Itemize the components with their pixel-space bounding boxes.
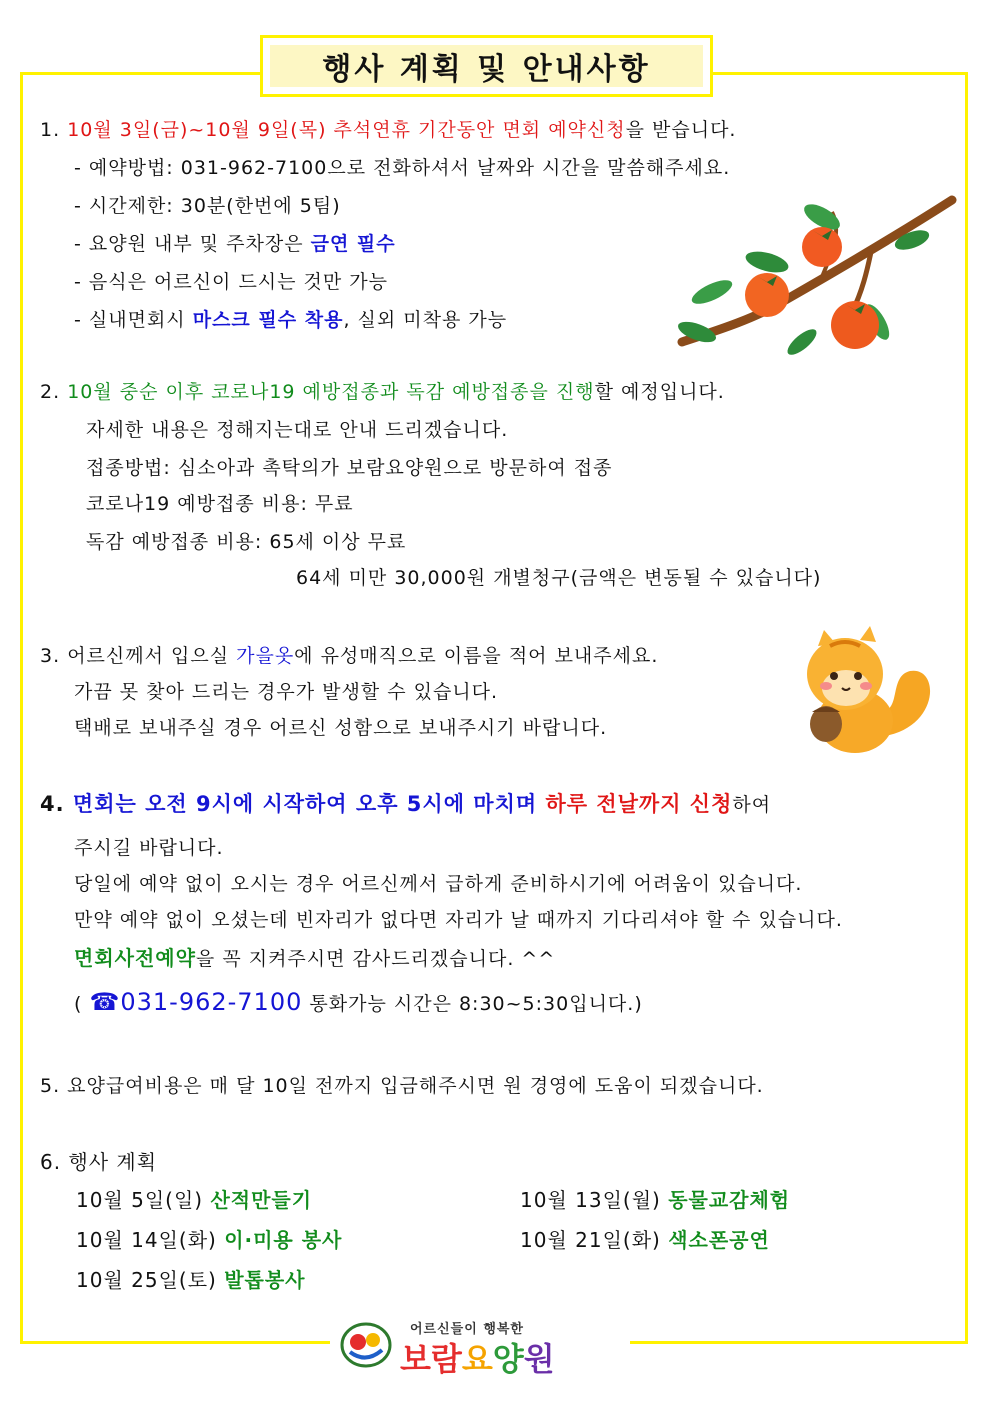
logo-char: 요 — [461, 1340, 493, 1378]
logo-char: 양 — [492, 1340, 524, 1378]
section-4-line — [74, 946, 555, 971]
event-date: 10월 14일(화) — [76, 1228, 225, 1252]
section-4-number: 4. — [40, 792, 65, 816]
section-3-number: 3. — [40, 645, 61, 667]
logo-name — [400, 1334, 555, 1380]
item-text: , 실외 미착용 가능 — [343, 309, 508, 331]
section-2-line: 자세한 내용은 정해지는대로 안내 드리겠습니다. — [86, 419, 509, 441]
item-highlight: 마스크 필수 착용 — [192, 309, 344, 331]
section-6-heading: 6. 행사 계획 — [40, 1150, 158, 1174]
phone-paren: ( — [74, 993, 90, 1015]
section-4-text: 을 꼭 지켜주시면 감사드리겠습니다. ^^ — [195, 948, 556, 970]
title-box — [260, 35, 713, 97]
section-1-rest: 을 받습니다. — [625, 119, 737, 141]
footer-logo — [330, 1314, 630, 1376]
event-date: 10월 13일(월) — [520, 1188, 669, 1212]
section-2-line: 코로나19 예방접종 비용: 무료 — [86, 493, 354, 515]
logo-tagline: 어르신들이 행복한 — [410, 1322, 524, 1337]
logo-char: 원 — [523, 1340, 555, 1378]
logo-char: 람 — [430, 1340, 462, 1378]
section-1-item: - 예약방법: 031-962-7100으로 전화하셔서 날짜와 시간을 말씀해주세요. — [74, 157, 731, 179]
event-date: 10월 25일(토) — [76, 1268, 225, 1292]
section-2-line: 64세 미만 30,000원 개별청구(금액은 변동될 수 있습니다) — [296, 567, 822, 589]
event-name: 동물교감체험 — [668, 1188, 791, 1212]
section-2-heading — [40, 380, 725, 404]
section-4-heading — [40, 792, 771, 817]
section-3-text: 어르신께서 입으실 — [67, 645, 237, 667]
persimmon-branch-illustration — [672, 192, 957, 362]
event-name: 이·미용 봉사 — [224, 1228, 343, 1252]
section-1-item: - 시간제한: 30분(한번에 5팀) — [74, 195, 341, 217]
section-3-heading — [40, 644, 658, 668]
section-5-text: 5. 요양급여비용은 매 달 10일 전까지 입금해주시면 원 경영에 도움이 되겠습니다. — [40, 1075, 764, 1097]
section-4-highlight-blue: 면회는 오전 9시에 시작하여 오후 5시에 마치며 — [72, 792, 546, 816]
item-text: - 실내면회시 — [74, 309, 193, 331]
section-2-number: 2. — [40, 381, 61, 403]
section-2-rest: 할 예정입니다. — [594, 381, 725, 403]
event-item — [76, 1268, 305, 1292]
section-3-highlight: 가을옷 — [236, 645, 295, 667]
section-2-highlight: 10월 중순 이후 코로나19 예방접종과 독감 예방접종을 진행 — [67, 381, 595, 403]
event-name: 발톱봉사 — [224, 1268, 306, 1292]
section-3-line: 가끔 못 찾아 드리는 경우가 발생할 수 있습니다. — [74, 681, 499, 703]
section-3-line: 택배로 보내주실 경우 어르신 성함으로 보내주시기 바랍니다. — [74, 717, 608, 739]
event-date: 10월 5일(일) — [76, 1188, 211, 1212]
section-1-highlight: 10월 3일(금)~10월 9일(목) 추석연휴 기간동안 면회 예약신청 — [67, 119, 626, 141]
event-item — [76, 1188, 312, 1212]
section-4-highlight-red: 하루 전날까지 신청 — [545, 792, 733, 816]
logo-emblem-icon — [340, 1322, 392, 1368]
logo-char: 보 — [400, 1340, 431, 1378]
item-highlight: 금연 필수 — [310, 233, 396, 255]
phone-number: ☎031-962-7100 — [89, 988, 303, 1016]
section-4-line: 주시길 바랍니다. — [74, 837, 224, 859]
section-1-item — [74, 232, 396, 256]
phone-hours: 통화가능 시간은 8:30~5:30입니다.) — [302, 993, 643, 1015]
section-4-highlight-green: 면회사전예약 — [74, 946, 196, 970]
section-1-heading — [40, 118, 736, 142]
section-1-item — [74, 308, 507, 332]
section-1-number: 1. — [40, 119, 61, 141]
section-2-line: 접종방법: 심소아과 촉탁의가 보람요양원으로 방문하여 접종 — [86, 457, 613, 479]
section-4-line: 만약 예약 없이 오셨는데 빈자리가 없다면 자리가 날 때까지 기다리셔야 할 수 있습니다. — [74, 909, 843, 931]
event-item — [520, 1228, 770, 1252]
section-1-item: - 음식은 어르신이 드시는 것만 가능 — [74, 271, 389, 293]
event-name: 색소폰공연 — [668, 1228, 770, 1252]
section-2-line: 독감 예방접종 비용: 65세 이상 무료 — [86, 531, 407, 553]
event-date: 10월 21일(화) — [520, 1228, 669, 1252]
section-4-text: 하여 — [732, 794, 772, 816]
event-item — [76, 1228, 342, 1252]
item-text: - 요양원 내부 및 주차장은 — [74, 233, 311, 255]
event-item — [520, 1188, 790, 1212]
section-3-text: 에 유성매직으로 이름을 적어 보내주세요. — [294, 645, 659, 667]
squirrel-illustration — [790, 626, 940, 756]
section-4-phone-line — [74, 990, 643, 1016]
section-4-line: 당일에 예약 없이 오시는 경우 어르신께서 급하게 준비하시기에 어려움이 있습니다. — [74, 873, 803, 895]
page-title: 행사 계획 및 안내사항 — [270, 45, 703, 87]
event-name: 산적만들기 — [210, 1188, 313, 1212]
